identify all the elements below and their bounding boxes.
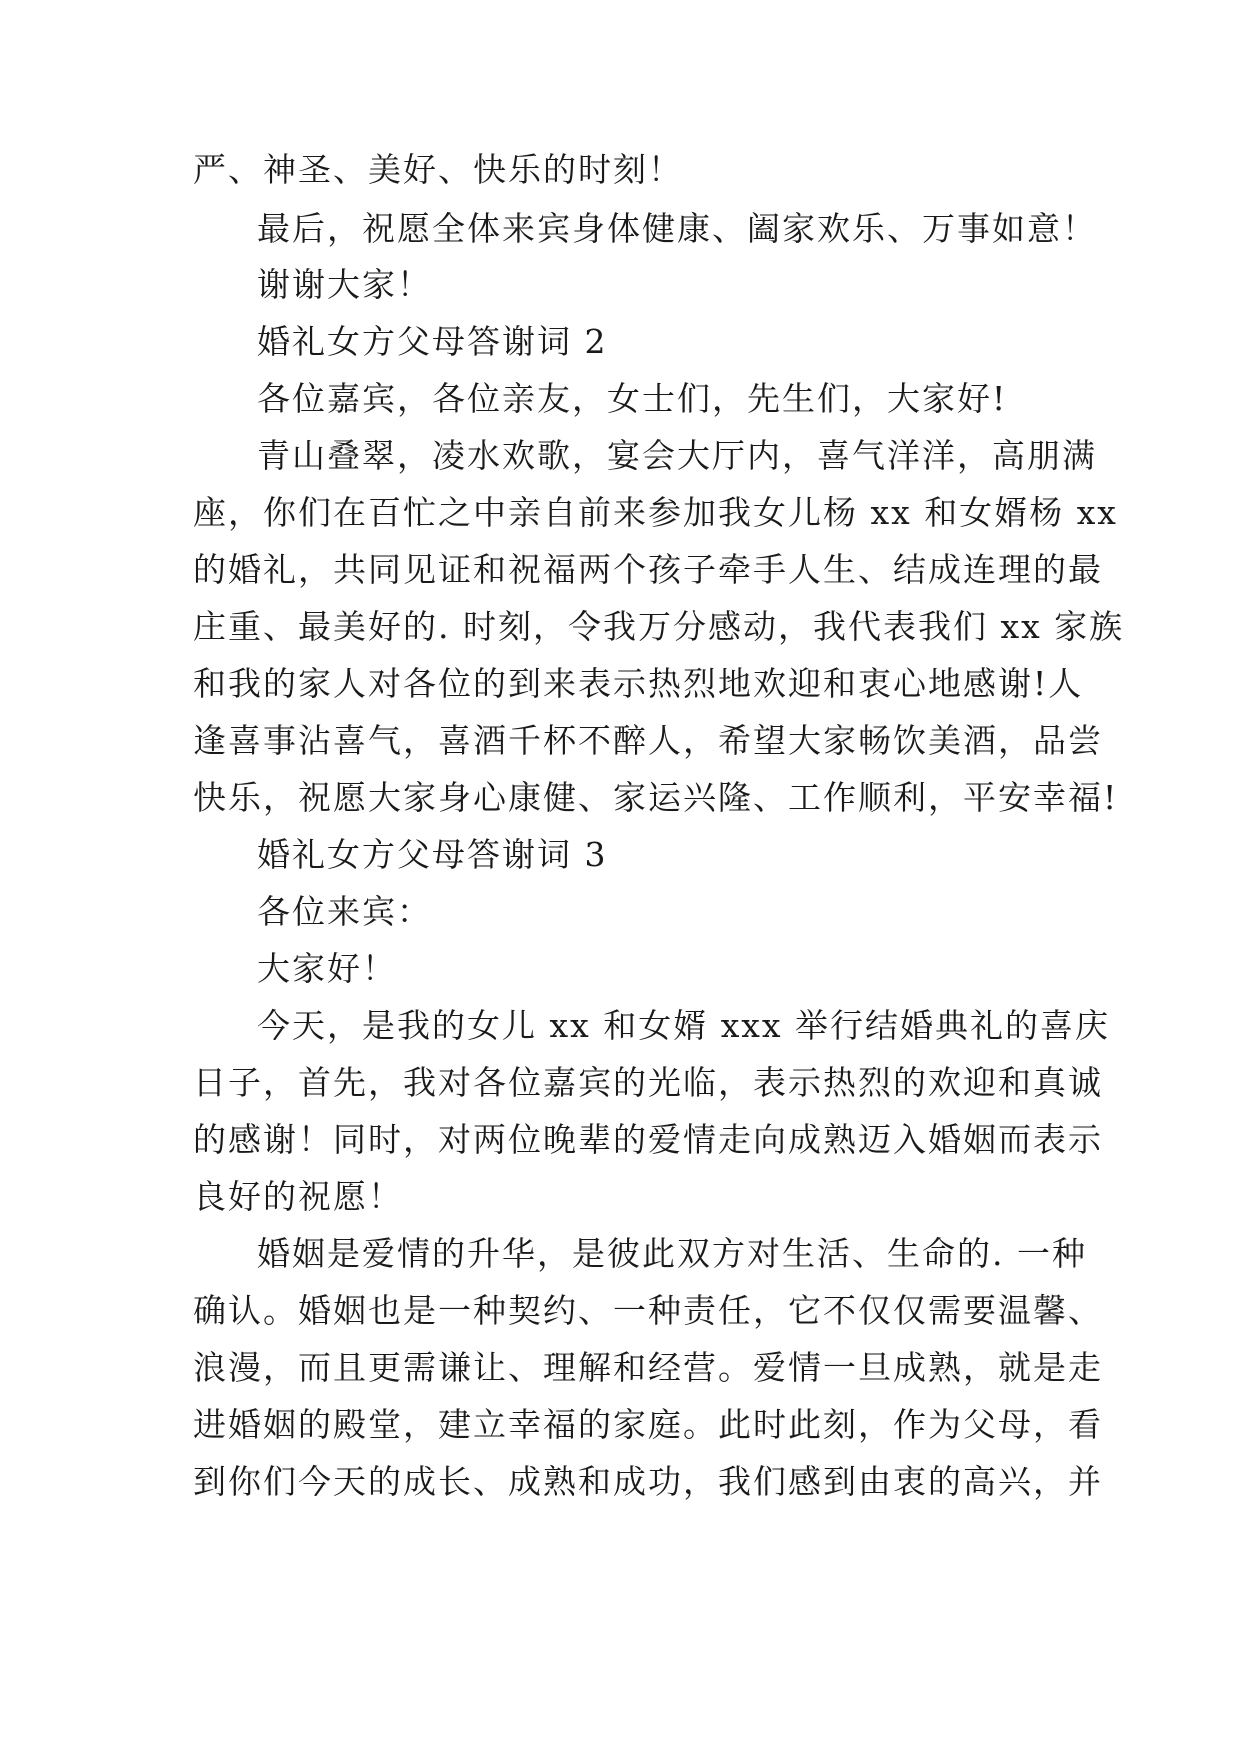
text-line: 快乐，祝愿大家身心康健、家运兴隆、工作顺利，平安幸福! xyxy=(193,778,1119,817)
text-line: 逢喜事沾喜气，喜酒千杯不醉人，希望大家畅饮美酒，品尝 xyxy=(193,721,1103,760)
text-line: 青山叠翠，凌水欢歌，宴会大厅内，喜气洋洋，高朋满 xyxy=(257,436,1097,475)
text-line: 谢谢大家！ xyxy=(257,265,432,304)
text-line: 的婚礼，共同见证和祝福两个孩子牵手人生、结成连理的最 xyxy=(193,550,1103,589)
text-line: 各位嘉宾，各位亲友，女士们，先生们，大家好! xyxy=(257,379,1008,418)
text-line: 婚姻是爱情的升华，是彼此双方对生活、生命的. 一种 xyxy=(257,1234,1087,1273)
text-line: 良好的祝愿！ xyxy=(193,1177,403,1216)
text-line: 各位来宾： xyxy=(257,892,432,931)
section-heading: 婚礼女方父母答谢词 2 xyxy=(257,322,608,361)
text-line: 浪漫，而且更需谦让、理解和经营。爱情一旦成熟，就是走 xyxy=(193,1348,1103,1387)
text-line: 到你们今天的成长、成熟和成功，我们感到由衷的高兴，并 xyxy=(193,1462,1103,1501)
text-line: 严、神圣、美好、快乐的时刻！ xyxy=(193,150,683,189)
text-line: 的感谢！同时，对两位晚辈的爱情走向成熟迈入婚姻而表示 xyxy=(193,1120,1103,1159)
text-line: 庄重、最美好的. 时刻，令我万分感动，我代表我们 xx 家族 xyxy=(193,607,1125,646)
text-line: 最后，祝愿全体来宾身体健康、阖家欢乐、万事如意！ xyxy=(257,209,1097,248)
section-heading: 婚礼女方父母答谢词 3 xyxy=(257,835,608,874)
text-line: 和我的家人对各位的到来表示热烈地欢迎和衷心地感谢!人 xyxy=(193,664,1084,703)
text-line: 进婚姻的殿堂，建立幸福的家庭。此时此刻，作为父母，看 xyxy=(193,1405,1103,1444)
text-line: 日子，首先，我对各位嘉宾的光临，表示热烈的欢迎和真诚 xyxy=(193,1063,1103,1102)
text-line: 座，你们在百忙之中亲自前来参加我女儿杨 xx 和女婿杨 xx xyxy=(193,493,1118,532)
text-line: 今天，是我的女儿 xx 和女婿 xxx 举行结婚典礼的喜庆 xyxy=(257,1006,1111,1045)
text-line: 大家好！ xyxy=(257,949,397,988)
text-line: 确认。婚姻也是一种契约、一种责任，它不仅仅需要温馨、 xyxy=(193,1291,1103,1330)
